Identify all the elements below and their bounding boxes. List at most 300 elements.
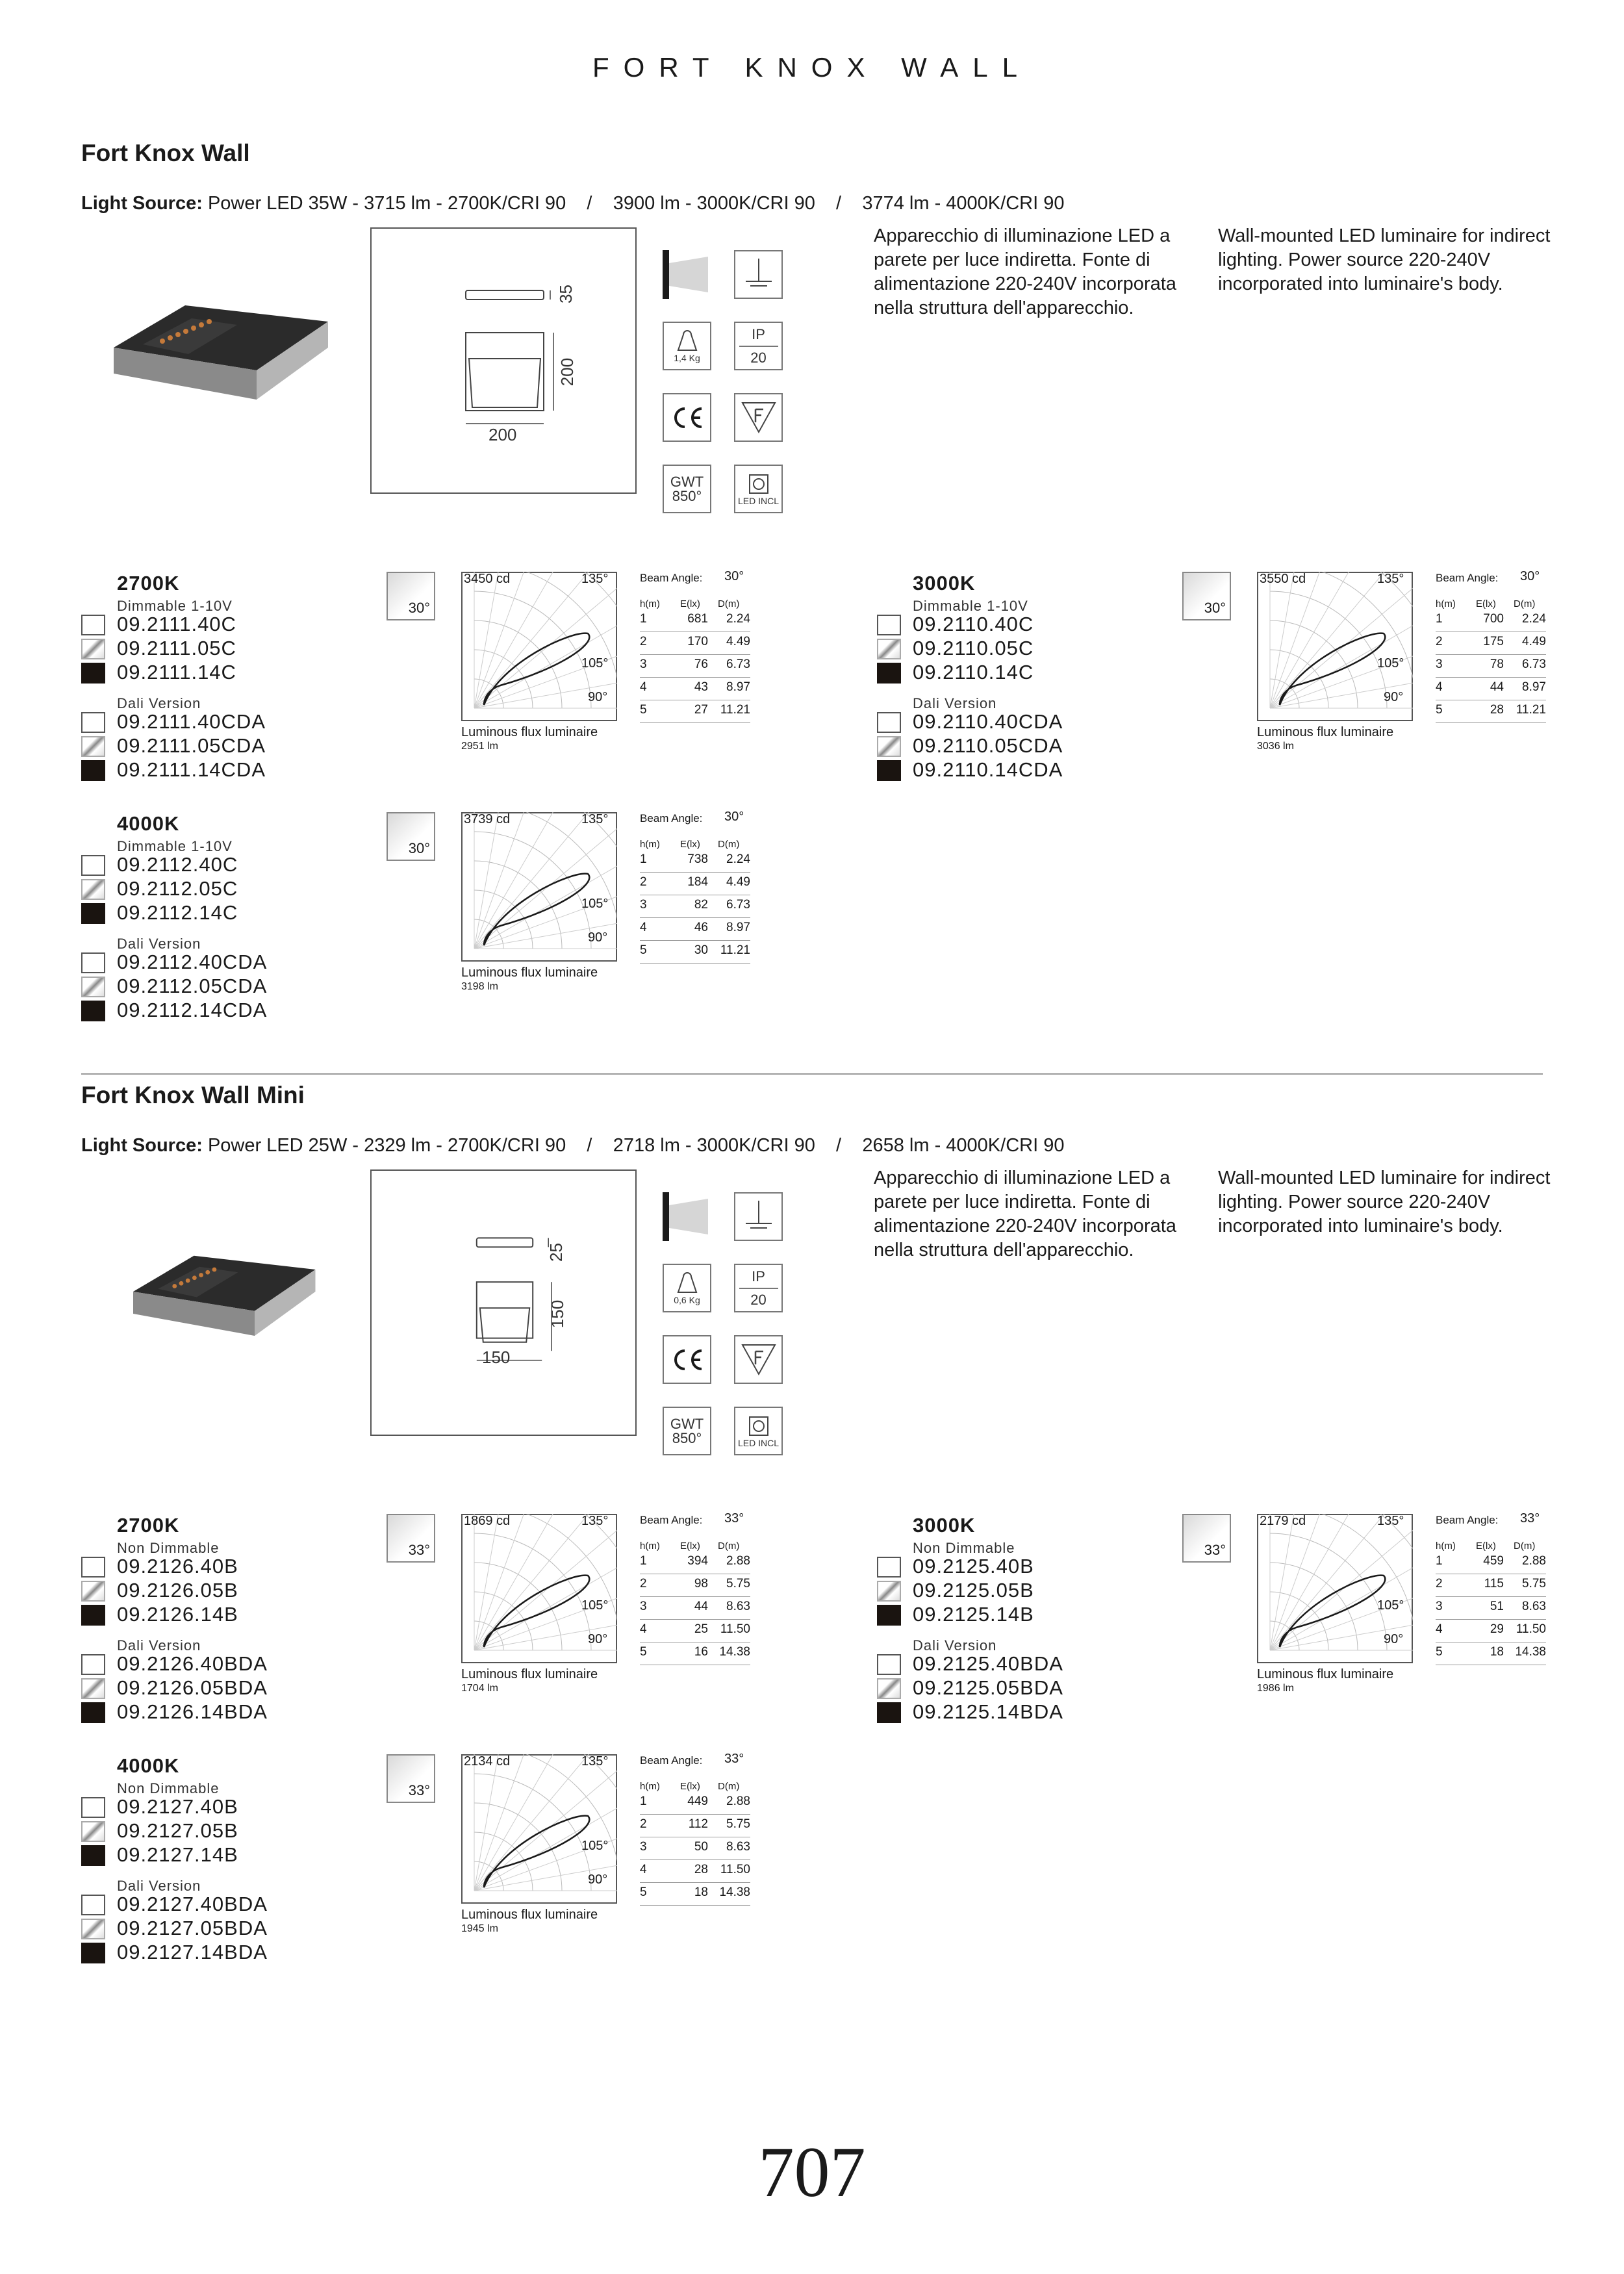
cell-height: 3	[1436, 658, 1443, 671]
ce-mark-icon	[663, 1335, 711, 1384]
photometric-row	[640, 700, 750, 723]
photometric-row	[640, 1792, 750, 1815]
section-title: Fort Knox Wall	[81, 140, 250, 166]
dimension-drawing	[370, 227, 637, 494]
product-code: 09.2127.05B	[117, 1819, 238, 1842]
beam-angle-label: Beam Angle:	[1436, 1514, 1499, 1526]
header-height: h(m)	[640, 598, 660, 609]
header-illuminance: E(lx)	[680, 598, 700, 609]
product-code: 09.2110.40C	[913, 613, 1034, 635]
led-included-label: LED INCL	[737, 1437, 780, 1448]
cell-height: 5	[1436, 1645, 1443, 1659]
finish-swatch-white	[81, 1797, 105, 1818]
f-mark-icon	[734, 1335, 783, 1384]
ceiling-earth-icon	[734, 1192, 783, 1241]
cell-diameter: 6.73	[1522, 658, 1546, 671]
cell-diameter: 8.63	[1522, 1600, 1546, 1613]
light-source-text: Power LED 25W - 2329 lm - 2700K/CRI 90 / 2718 lm - 3000K/CRI 90 / 2658 lm - 4000K/CRI 90	[207, 1135, 1065, 1156]
finish-swatch-white	[81, 952, 105, 973]
finish-swatch-chrome	[81, 1821, 105, 1842]
cell-height: 3	[640, 898, 647, 912]
gwt-value: 850°	[672, 1429, 702, 1446]
peak-intensity: 3739 cd	[464, 812, 511, 826]
finish-swatch-chrome	[81, 879, 105, 900]
led-included-label: LED INCL	[737, 495, 780, 506]
cell-height: 1	[640, 1554, 647, 1568]
dimming-group-label: Dimmable 1-10V	[117, 838, 233, 854]
polar-angle-105: 105°	[1377, 1598, 1404, 1613]
finish-swatch-black	[81, 663, 105, 683]
ip-rating-icon	[734, 322, 783, 370]
cell-diameter: 8.63	[726, 1600, 750, 1613]
beam-angle-value: 33°	[724, 1511, 744, 1526]
luminous-flux-value: 1704 lm	[461, 1683, 498, 1694]
variant-block	[81, 1754, 861, 2001]
cell-illuminance: 98	[694, 1577, 708, 1591]
photometric-row	[640, 1883, 750, 1906]
cell-height: 4	[1436, 1622, 1443, 1636]
ip-rating-icon	[734, 1264, 783, 1312]
peak-intensity: 3450 cd	[464, 572, 511, 586]
cell-illuminance: 51	[1490, 1600, 1504, 1613]
finish-swatch-white	[81, 615, 105, 635]
light-source-line	[81, 1135, 1064, 1156]
photometric-row	[1436, 678, 1546, 700]
product-section	[81, 140, 1551, 1021]
product-code: 09.2125.14B	[913, 1603, 1034, 1626]
beam-angle-label: Beam Angle:	[1436, 572, 1499, 584]
beam-angle-icon	[387, 1754, 435, 1803]
finish-swatch-black	[877, 1702, 901, 1723]
cell-illuminance: 175	[1483, 635, 1504, 648]
product-code: 09.2126.14B	[117, 1603, 238, 1626]
finish-swatch-black	[81, 1845, 105, 1866]
header-height: h(m)	[1436, 598, 1456, 609]
light-source-line	[81, 193, 1064, 214]
beam-angle-icon	[387, 812, 435, 861]
cell-diameter: 14.38	[719, 1645, 750, 1659]
product-code: 09.2127.14BDA	[117, 1941, 268, 1963]
header-height: h(m)	[1436, 1540, 1456, 1552]
dali-group-label: Dali Version	[117, 936, 201, 952]
description-italian: Apparecchio di illuminazione LED a parete per luce indiretta. Fonte di alimentazione 220-240V incorporata nella struttura dell'apparecchio.	[874, 225, 1176, 318]
polar-angle-105: 105°	[581, 897, 609, 911]
photometric-row	[640, 609, 750, 632]
finish-swatch-chrome	[877, 736, 901, 757]
cell-illuminance: 700	[1483, 612, 1504, 626]
polar-angle-90: 90°	[1384, 1632, 1404, 1646]
beam-angle-value: 30°	[724, 810, 744, 824]
product-code: 09.2111.40CDA	[117, 710, 266, 733]
description-italian: Apparecchio di illuminazione LED a parete per luce indiretta. Fonte di alimentazione 220-240V incorporata nella struttura dell'apparecchio.	[874, 1168, 1176, 1260]
beam-angle-badge: 30°	[408, 840, 430, 856]
product-code: 09.2111.14C	[117, 661, 236, 683]
peak-intensity: 1869 cd	[464, 1514, 511, 1528]
photometric-row	[1436, 1597, 1546, 1620]
beam-angle-icon	[1182, 572, 1231, 620]
dali-group-label: Dali Version	[913, 1637, 997, 1654]
polar-angle-135: 135°	[581, 1754, 609, 1769]
polar-diagram	[461, 1514, 617, 1694]
beam-angle-value: 30°	[724, 569, 744, 583]
cell-height: 3	[1436, 1600, 1443, 1613]
product-code: 09.2112.14C	[117, 901, 238, 924]
finish-swatch-black	[81, 760, 105, 781]
header-illuminance: E(lx)	[1476, 1540, 1496, 1552]
finish-swatch-black	[81, 1943, 105, 1963]
finish-swatch-white	[877, 712, 901, 733]
cell-height: 2	[640, 875, 647, 889]
cell-height: 3	[640, 1600, 647, 1613]
cell-diameter: 2.24	[726, 852, 750, 866]
dimension-width: 150	[482, 1348, 511, 1367]
cell-illuminance: 449	[687, 1795, 708, 1808]
finish-swatch-white	[81, 1895, 105, 1915]
cell-illuminance: 459	[1483, 1554, 1504, 1568]
cell-height: 1	[640, 852, 647, 866]
f-mark-icon	[734, 393, 783, 442]
wall-mount-icon	[663, 1192, 711, 1241]
product-code: 09.2126.14BDA	[117, 1700, 268, 1723]
finish-swatch-chrome	[81, 1678, 105, 1699]
finish-swatch-white	[81, 855, 105, 876]
product-code: 09.2127.05BDA	[117, 1917, 268, 1939]
polar-angle-90: 90°	[588, 930, 608, 945]
cell-illuminance: 82	[694, 898, 708, 912]
luminous-flux-value: 2951 lm	[461, 741, 498, 752]
cell-diameter: 4.49	[726, 875, 750, 889]
dimension-height: 200	[557, 357, 577, 387]
polar-angle-135: 135°	[1377, 1514, 1404, 1528]
beam-angle-badge: 33°	[408, 1542, 430, 1558]
photometric-row	[1436, 1552, 1546, 1574]
luminous-flux-label: Luminous flux luminaire	[461, 1908, 598, 1922]
cell-diameter: 4.49	[1522, 635, 1546, 648]
cell-diameter: 8.97	[1522, 680, 1546, 694]
cell-illuminance: 78	[1490, 658, 1504, 671]
polar-diagram	[461, 572, 617, 752]
dali-group-label: Dali Version	[117, 695, 201, 711]
page-header: FORT KNOX WALL	[592, 52, 1032, 83]
luminous-flux-label: Luminous flux luminaire	[1257, 1667, 1394, 1681]
color-temperature: 3000K	[913, 1514, 976, 1537]
beam-angle-label: Beam Angle:	[640, 572, 703, 584]
cell-diameter: 14.38	[719, 1885, 750, 1899]
cell-illuminance: 76	[694, 658, 708, 671]
luminous-flux-label: Luminous flux luminaire	[461, 725, 598, 739]
gwt-icon	[663, 465, 711, 513]
weight-icon	[663, 1264, 711, 1312]
polar-angle-105: 105°	[1377, 656, 1404, 671]
cell-height: 4	[1436, 680, 1443, 694]
luminous-flux-label: Luminous flux luminaire	[461, 965, 598, 980]
light-source-spacer	[203, 1135, 208, 1156]
finish-swatch-black	[877, 663, 901, 683]
header-illuminance: E(lx)	[680, 1540, 700, 1552]
product-code: 09.2112.05C	[117, 877, 238, 900]
product-code: 09.2127.40B	[117, 1795, 238, 1818]
cell-illuminance: 115	[1484, 1577, 1504, 1591]
light-source-text: Power LED 35W - 3715 lm - 2700K/CRI 90 / 3900 lm - 3000K/CRI 90 / 3774 lm - 4000K/CRI 90	[207, 193, 1065, 214]
dali-group-label: Dali Version	[117, 1878, 201, 1894]
product-code: 09.2111.05CDA	[117, 734, 266, 757]
dimension-drawing	[370, 1169, 637, 1436]
finish-swatch-white	[81, 712, 105, 733]
cell-illuminance: 112	[688, 1817, 708, 1831]
cell-height: 1	[640, 1795, 647, 1808]
cell-diameter: 2.88	[1522, 1554, 1546, 1568]
header-height: h(m)	[640, 1781, 660, 1792]
cell-illuminance: 29	[1490, 1622, 1504, 1636]
light-source-label: Light Source:	[81, 1135, 203, 1156]
polar-diagram	[1257, 572, 1413, 752]
finish-swatch-chrome	[81, 1919, 105, 1939]
cell-diameter: 6.73	[726, 898, 750, 912]
product-code: 09.2125.40BDA	[913, 1652, 1063, 1675]
product-code: 09.2126.05B	[117, 1579, 238, 1602]
gwt-label: GWT	[670, 1415, 704, 1432]
cell-illuminance: 30	[694, 943, 708, 957]
product-code: 09.2125.05BDA	[913, 1676, 1063, 1699]
dimming-group-label: Dimmable 1-10V	[913, 598, 1028, 614]
cell-diameter: 11.21	[720, 703, 750, 717]
product-code: 09.2125.05B	[913, 1579, 1034, 1602]
cell-illuminance: 184	[687, 875, 708, 889]
product-code: 09.2110.14C	[913, 661, 1034, 683]
finish-swatch-chrome	[81, 736, 105, 757]
section-title: Fort Knox Wall Mini	[81, 1082, 305, 1108]
finish-swatch-white	[877, 1557, 901, 1578]
finish-swatch-chrome	[81, 977, 105, 997]
weight-value: 1,4 Kg	[674, 352, 700, 363]
beam-angle-badge: 33°	[408, 1782, 430, 1798]
dimension-height: 150	[548, 1299, 568, 1329]
finish-swatch-chrome	[877, 1678, 901, 1699]
beam-angle-value: 33°	[1520, 1511, 1540, 1526]
cell-illuminance: 16	[694, 1645, 708, 1659]
dali-group-label: Dali Version	[117, 1637, 201, 1654]
luminous-flux-label: Luminous flux luminaire	[461, 1667, 598, 1681]
cell-diameter: 2.24	[726, 612, 750, 626]
cell-height: 5	[640, 703, 647, 717]
photometric-row	[1436, 1642, 1546, 1665]
cell-diameter: 5.75	[726, 1577, 750, 1591]
dimming-group-label: Dimmable 1-10V	[117, 598, 233, 614]
photometric-row	[1436, 655, 1546, 678]
cell-illuminance: 681	[687, 612, 708, 626]
beam-angle-label: Beam Angle:	[640, 1514, 703, 1526]
photometric-row	[640, 655, 750, 678]
finish-swatch-black	[81, 1001, 105, 1021]
beam-angle-icon	[1182, 1514, 1231, 1563]
cell-diameter: 5.75	[1522, 1577, 1546, 1591]
header-diameter: D(m)	[718, 1781, 740, 1792]
beam-angle-label: Beam Angle:	[640, 1754, 703, 1767]
polar-angle-135: 135°	[581, 812, 609, 826]
cell-height: 4	[640, 1622, 647, 1636]
cell-height: 3	[640, 1840, 647, 1854]
luminous-flux-value: 3036 lm	[1257, 741, 1294, 752]
finish-swatch-black	[877, 1605, 901, 1626]
polar-angle-90: 90°	[1384, 690, 1404, 704]
polar-angle-90: 90°	[588, 1632, 608, 1646]
header-height: h(m)	[640, 839, 660, 850]
beam-angle-value: 30°	[1520, 569, 1540, 583]
photometric-row	[640, 895, 750, 918]
polar-diagram	[461, 812, 617, 992]
ip-divider	[739, 346, 778, 347]
finish-swatch-white	[877, 1654, 901, 1675]
cell-height: 2	[640, 635, 647, 648]
cell-diameter: 8.97	[726, 680, 750, 694]
polar-angle-90: 90°	[588, 690, 608, 704]
beam-angle-icon	[387, 572, 435, 620]
dimension-thickness: 25	[546, 1243, 566, 1262]
finish-swatch-chrome	[877, 639, 901, 659]
cell-illuminance: 43	[694, 680, 708, 694]
photometric-row	[640, 941, 750, 964]
finish-swatch-white	[81, 1557, 105, 1578]
dali-group-label: Dali Version	[913, 695, 997, 711]
finish-swatch-black	[81, 1605, 105, 1626]
peak-intensity: 2179 cd	[1260, 1514, 1306, 1528]
ip-label: IP	[752, 1268, 765, 1284]
header-diameter: D(m)	[1514, 598, 1536, 609]
ip-value: 20	[750, 349, 767, 366]
weight-icon	[663, 322, 711, 370]
variant-block	[81, 812, 861, 1059]
cell-height: 4	[640, 1863, 647, 1876]
cell-diameter: 8.63	[726, 1840, 750, 1854]
header-illuminance: E(lx)	[1476, 598, 1496, 609]
cell-diameter: 2.24	[1522, 612, 1546, 626]
section-divider	[81, 1073, 1543, 1075]
header-diameter: D(m)	[718, 1540, 740, 1552]
polar-angle-135: 135°	[581, 1514, 609, 1528]
cell-height: 3	[640, 658, 647, 671]
product-code: 09.2126.40BDA	[117, 1652, 268, 1675]
cell-illuminance: 44	[1490, 680, 1504, 694]
finish-swatch-black	[81, 903, 105, 924]
dimension-width: 200	[488, 425, 517, 444]
photometric-row	[640, 1815, 750, 1837]
description-english: Wall-mounted LED luminaire for indirect lighting. Power source 220-240V incorporated into luminaire's body.	[1218, 1168, 1551, 1236]
description-english: Wall-mounted LED luminaire for indirect lighting. Power source 220-240V incorporated into luminaire's body.	[1218, 225, 1551, 294]
finish-swatch-chrome	[81, 1581, 105, 1602]
luminous-flux-value: 1986 lm	[1257, 1683, 1294, 1694]
product-code: 09.2126.05BDA	[117, 1676, 268, 1699]
product-photo	[107, 1199, 354, 1394]
beam-angle-badge: 30°	[1204, 600, 1226, 616]
dimming-group-label: Non Dimmable	[913, 1540, 1015, 1556]
cell-illuminance: 27	[694, 703, 708, 717]
polar-diagram	[1257, 1514, 1413, 1694]
photometric-row	[640, 1597, 750, 1620]
photometric-row	[1436, 1620, 1546, 1642]
cell-height: 2	[1436, 1577, 1443, 1591]
luminous-flux-value: 1945 lm	[461, 1923, 498, 1934]
header-height: h(m)	[640, 1540, 660, 1552]
color-temperature: 4000K	[117, 1754, 180, 1777]
photometric-row	[1436, 632, 1546, 655]
light-source-label: Light Source:	[81, 193, 203, 214]
photometric-row	[640, 850, 750, 873]
product-code: 09.2125.14BDA	[913, 1700, 1063, 1723]
variant-block	[81, 569, 861, 819]
beam-angle-label: Beam Angle:	[640, 812, 703, 824]
cell-illuminance: 170	[687, 635, 708, 648]
product-code: 09.2112.05CDA	[117, 975, 268, 997]
cell-illuminance: 28	[1490, 703, 1504, 717]
led-included-icon	[734, 465, 783, 513]
color-temperature: 3000K	[913, 572, 976, 594]
dimming-group-label: Non Dimmable	[117, 1540, 220, 1556]
gwt-value: 850°	[672, 487, 702, 504]
beam-angle-icon	[387, 1514, 435, 1563]
photometric-row	[640, 918, 750, 941]
cell-height: 4	[640, 680, 647, 694]
product-code: 09.2110.40CDA	[913, 710, 1063, 733]
luminous-flux-value: 3198 lm	[461, 981, 498, 992]
polar-angle-135: 135°	[581, 572, 609, 586]
product-code: 09.2112.40CDA	[117, 951, 268, 973]
variant-block	[877, 1511, 1624, 1761]
cell-illuminance: 44	[694, 1600, 708, 1613]
ip-value: 20	[750, 1291, 767, 1308]
cell-diameter: 11.50	[720, 1863, 750, 1876]
cell-diameter: 4.49	[726, 635, 750, 648]
polar-diagram	[461, 1754, 617, 1934]
cell-diameter: 2.88	[726, 1554, 750, 1568]
beam-angle-value: 33°	[724, 1752, 744, 1766]
photometric-row	[640, 1574, 750, 1597]
cell-diameter: 5.75	[726, 1817, 750, 1831]
polar-angle-105: 105°	[581, 656, 609, 671]
cell-diameter: 11.21	[720, 943, 750, 957]
luminous-flux-label: Luminous flux luminaire	[1257, 725, 1394, 739]
product-section	[81, 1082, 1551, 1963]
product-code: 09.2111.40C	[117, 613, 236, 635]
cell-diameter: 2.88	[726, 1795, 750, 1808]
photometric-row	[1436, 700, 1546, 723]
header-diameter: D(m)	[718, 839, 740, 850]
dimming-group-label: Non Dimmable	[117, 1780, 220, 1796]
peak-intensity: 2134 cd	[464, 1754, 511, 1769]
cell-diameter: 11.50	[1516, 1622, 1546, 1636]
led-included-icon	[734, 1407, 783, 1455]
finish-swatch-white	[877, 615, 901, 635]
cell-diameter: 8.97	[726, 921, 750, 934]
photometric-row	[640, 1837, 750, 1860]
cell-height: 2	[640, 1817, 647, 1831]
beam-angle-badge: 30°	[408, 600, 430, 616]
cell-height: 1	[1436, 1554, 1443, 1568]
ip-label: IP	[752, 326, 765, 342]
photometric-row	[640, 1860, 750, 1883]
product-code: 09.2127.40BDA	[117, 1893, 268, 1915]
photometric-row	[640, 1642, 750, 1665]
ip-divider	[739, 1288, 778, 1289]
cell-height: 5	[640, 1885, 647, 1899]
gwt-label: GWT	[670, 473, 704, 490]
header-illuminance: E(lx)	[680, 839, 700, 850]
cell-height: 2	[640, 1577, 647, 1591]
peak-intensity: 3550 cd	[1260, 572, 1306, 586]
dimension-thickness: 35	[555, 285, 576, 303]
polar-angle-135: 135°	[1377, 572, 1404, 586]
cell-illuminance: 18	[1490, 1645, 1504, 1659]
product-code: 09.2111.14CDA	[117, 758, 266, 781]
